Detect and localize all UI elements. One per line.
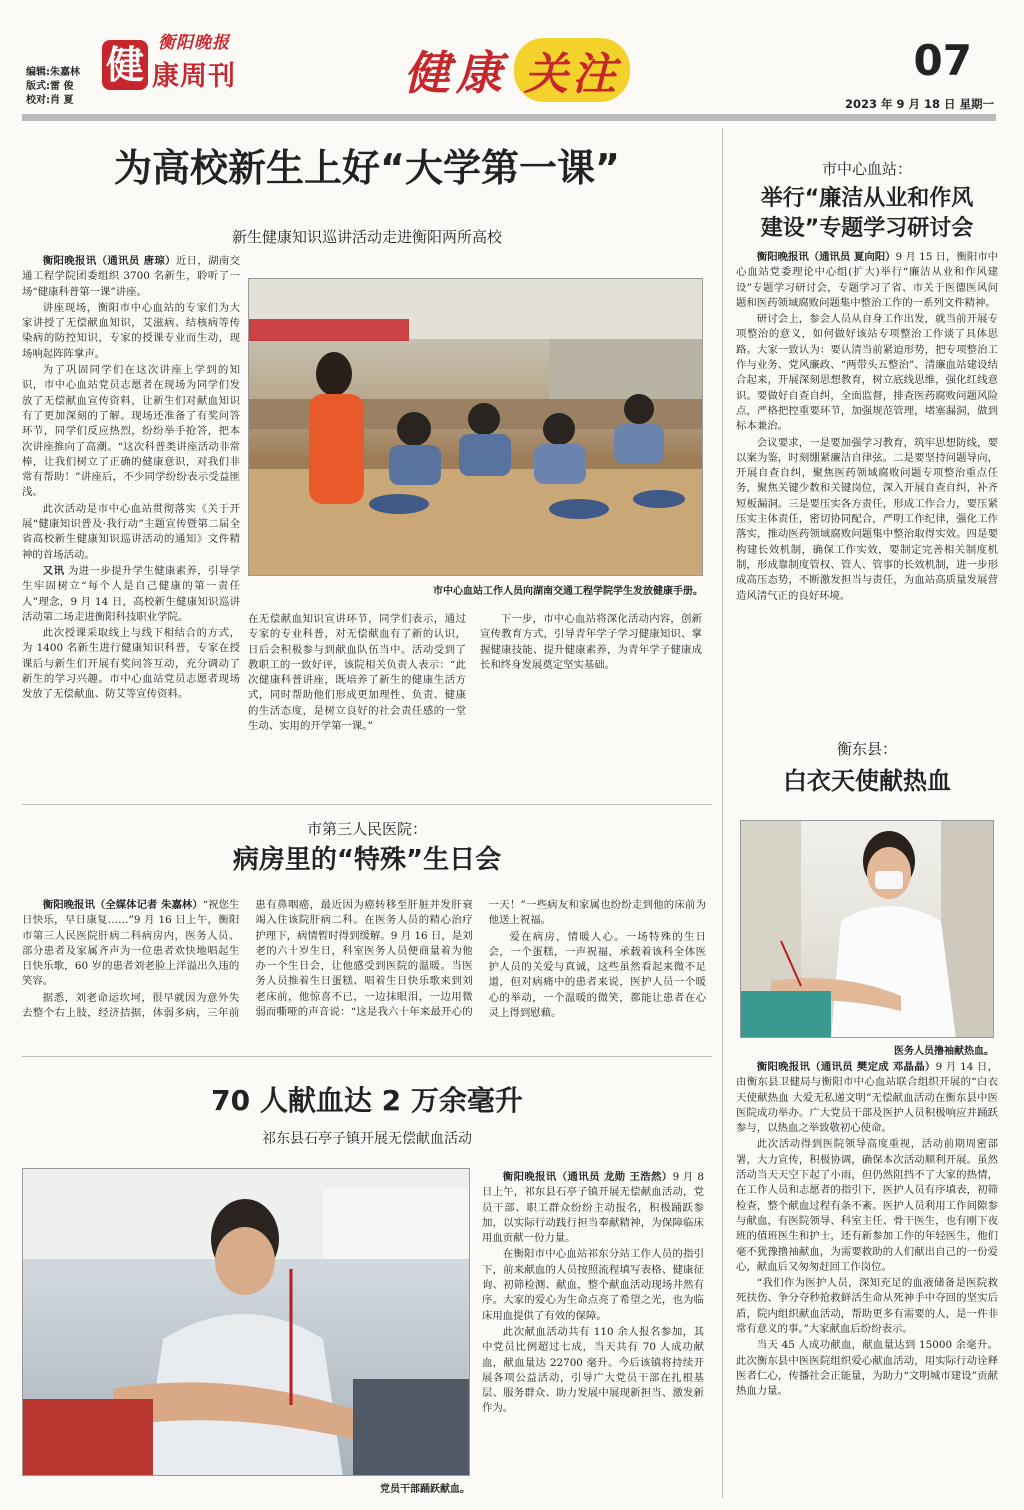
nurse-donation-photo-art [741, 821, 994, 1038]
paragraph: 9 月 14 日，由衡东县卫健局与衡阳市中心血站联合组织开展的“白衣天使献热血 大爱无私递文明”无偿献血活动在衡东县中医医院成功举办。广大党员干部及医护人员积极响应并踊跃参与，以热血之举致敬初心使命。 [736, 1061, 998, 1135]
article4-headline-line2: 建设”专题学习研讨会 [760, 216, 974, 241]
section-title-main: 健康 [404, 46, 508, 100]
byline: 衡阳晚报讯（全媒体记者 朱嘉林） [42, 899, 203, 911]
paragraph: 9 月 15 日，衡阳市中心血站党委理论中心组(扩大)举行“廉洁从业和作风建设”专题学习研讨会，专题学习了省、市关于医德医风问题和医药领域腐败问题集中整治工作的一系列文件精神。 [736, 251, 998, 309]
article4-body [736, 250, 998, 605]
masthead-rule [22, 114, 996, 121]
article1-col2 [248, 612, 466, 798]
byline: 衡阳晚报讯（通讯员 龙勋 王浩然） [502, 1171, 673, 1183]
editors-block [26, 66, 80, 108]
paragraph: “我们作为医护人员，深知充足的血液储备是医院救死扶伤、争分夺秒抢救鲜活生命从死神手中夺回的坚实后盾，院内组织献血活动，帮助更多有需要的人，是一件非常有意义的事。”大家献血后纷纷表示。 [736, 1277, 998, 1336]
byline: 衡阳晚报讯（通讯员 唐琼） [42, 255, 176, 267]
article2-headline-a: 病房里的“特殊” [232, 845, 424, 875]
paragraph: 9 月 8 日上午，祁东县石亭子镇开展无偿献血活动，党员干部、职工群众纷纷主动报名，积极踊跃参加，以实际行动践行担当奉献精神，为保障临床用血贡献一份力量。 [482, 1171, 705, 1245]
section-divider [22, 804, 712, 805]
section-title [404, 38, 630, 102]
article2-kicker: 市第三人民医院： [306, 820, 427, 838]
article1-photo-caption: 市中心血站工作人员向湖南交通工程学院学生发放健康手册。 [433, 586, 703, 597]
paragraph: 在衡阳市中心血站祁东分站工作人员的指引下，前来献血的人员按照流程填写表格、健康征询、初筛检测、献血，整个献血活动现场井然有序。大家的爱心为生命点亮了希望之光，也为临床用血提供了有效的保障。 [482, 1248, 704, 1322]
supplement-rest: 康周刊 [152, 61, 236, 92]
article2-headline [22, 842, 712, 878]
paragraph: 爱在病房，情暖人心。一场特殊的生日会，一个蛋糕，一声祝福，承载着该科全体医护人员的关爱与真诚，这些虽然看起来微不足道，但对病痛中的患者来说，医护人员一个暖心的举动，一个温暖的微笑，都能让患者在心灵上得到慰藉。 [488, 930, 706, 1020]
paragraph: 会议要求，一是要加强学习教育，筑牢思想防线，要以案为鉴，时刻绷紧廉洁自律弦。二是要坚持问题导向，开展自查自纠，聚焦医药领域腐败问题专项整治重点任务，聚焦关键少数和关键岗位，深入开展自查自纠，补齐短板漏洞。三是要压实各方责任，形成工作合力，要压紧压实主体责任，密切协同配合，严明工作纪律，强化工作落实，推动医药领域腐败问题集中整治取得实效。四是要构建长效机制，确保工作实效，要制定完善相关制度机制，形成靠制度管权、管人、管事的长效机制，进一步形成高压态势，不断激发担当与责任，为血站高质量发展营造风清气正的良好环境。 [736, 436, 998, 602]
article3-headline: 70 人献血达 2 万余毫升 [211, 1084, 523, 1117]
paragraph: 为了巩固同学们在这次讲座上学到的知识，市中心血站党员志愿者在现场为同学们发放了无偿献血宣传资料，让新生们对献血知识有了更加深刻的了解。现场还准备了有奖问答环节，同学们反应热烈，纷纷举手抢答，把本次讲座推向了高潮。“这次科普类讲座活动非常棒，让我们树立了正确的健康意识，对我们非常有帮助！”讲座后，不少同学纷纷表示受益匪浅。 [22, 364, 240, 499]
layout-line: 版式:雷 俊 [26, 81, 74, 92]
paragraph: 此次活动是市中心血站贯彻落实《关于开展“健康知识普及·我行动”主题宣传暨第二届全省高校新生健康知识巡讲活动的通知》文件精神的首场活动。 [22, 502, 240, 561]
supplement-first-char: 健 [102, 40, 148, 90]
nurse-donation-photo [740, 820, 994, 1038]
article2-body [22, 898, 706, 1050]
article5-headline: 白衣天使献热血 [783, 767, 951, 795]
blood-donation-photo-art [23, 1169, 470, 1476]
article2-headline-b: 生日会 [423, 845, 502, 875]
article1-headline: 为高校新生上好“大学第一课” [114, 146, 620, 190]
paragraph: 此次活动得到医院领导高度重视，活动前期周密部署，大力宣传，积极协调，确保本次活动顺利开展。虽然活动当天天空下起了小雨，但仍然阻挡不了大家的热情，在工作人员和志愿者的指引下，医护人员有序填表，初筛检查，整个献血过程有条不紊。医护人员利用工作间隙参与献血，有医院领导、科室主任、骨干医生，也有刚下夜班的值班医生和护士，还有新参加工作的年轻医生，他们毫不犹豫撸袖献血，为需要救助的人们献出自己的一份爱心，献血后又匆匆赶回工作岗位。 [736, 1138, 998, 1273]
paragraph: 此次授课采取线上与线下相结合的方式，为 1400 名新生进行健康知识科普，专家在授课后与新生们开展有奖问答互动，充分调动了新生的学习兴趣。市中心血站党员志愿者现场发放了无偿献血、防艾等宣传资料。 [22, 627, 240, 701]
issue-date: 2023 年 9 月 18 日 星期一 [844, 97, 994, 111]
byline: 又讯 [42, 564, 65, 577]
blood-donation-photo [22, 1168, 470, 1476]
paragraph: 据悉，刘老命运坎坷，很早就因为意外失去整个右上肢，经济拮据，体弱多病，三年前患有鼻咽癌，最近因为癌转移至肝脏并发肝衰竭入住该院肝病二科。在医务人员的精心治疗护理下，病情暂时得到缓解。9 月 16 日，是刘老的六十岁生日，科室医务人员便商量着为他办一个生日会，让他感受到医院的温暖。当医务人员推着生日蛋糕、唱着生日快乐歌来到刘老床前，他惊喜不已，一边抹眼泪，一边用微弱而嘶哑的声音说：“这是我六十年来最开心的一天！”一些病友和家属也纷纷走到他的床前为他送上祝福。 [22, 899, 706, 1020]
article4-kicker: 市中心血站： [821, 160, 912, 178]
byline: 衡阳晚报讯（通讯员 夏向阳） [756, 251, 896, 263]
article4-headline-line1: 举行“廉洁从业和作风 [760, 186, 974, 211]
article3-subhead: 祁东县石亭子镇开展无偿献血活动 [262, 1131, 472, 1147]
paragraph: 近日，湖南交通工程学院团委组织 3700 名新生，聆听了一场“健康科普第一课”讲座。 [22, 255, 241, 298]
article5-photo-caption: 医务人员撸袖献热血。 [894, 1046, 994, 1057]
paragraph: “祝您生日快乐，早日康复……”9 月 16 日上午，衡阳市第三人民医院肝病二科病房内，医务人员、部分患者及家属齐声为一位患者欢快地唱起生日快乐歌，60 岁的患者刘老脸上洋溢出久违的笑容。 [22, 899, 240, 988]
byline: 衡阳晚报讯（通讯员 樊定成 邓晶晶） [756, 1061, 936, 1073]
page-number: 07 [913, 36, 972, 85]
column-divider [722, 128, 723, 1498]
paragraph: 为进一步提升学生健康素养，引导学生牢固树立“每个人是自己健康的第一责任人”理念，9 月 14 日，高校新生健康知识巡讲活动第二场走进衡阳科技职业学院。 [22, 564, 240, 623]
article3-photo-caption: 党员干部踊跃献血。 [380, 1484, 470, 1495]
paragraph: 研讨会上，参会人员从自身工作出发，就当前开展专项整治的意义，如何做好该站专项整治工作谈了具体思路。大家一致认为：要认清当前紧迫形势，把专项整治工作与业务、党风廉政、“两带头五整治”、清廉血站建设结合起来，开展深刻思想教育，树立底线思维，强化红线意识。要做好自查自纠，全面监督，排查医药腐败问题风险点，严格把控重要环节，加强规范管理，堵塞漏洞，做到标本兼治。 [736, 313, 998, 433]
article5-kicker: 衡东县： [836, 740, 897, 758]
section-title-highlight: 关注 [514, 38, 630, 102]
paragraph: 在无偿献血知识宣讲环节，同学们表示，通过专家的专业科普，对无偿献血有了新的认识，日后会积极参与到献血队伍当中。活动受到了教职工的一致好评，该院相关负责人表示：“此次健康科普讲座，既培养了新生的健康生活方式，同时帮助他们形成更加理性、负责、健康的生活态度，是树立良好的社会责任感的一堂生动、实用的开学第一课。” [248, 613, 466, 733]
proof-line: 校对:肖 夏 [26, 95, 74, 106]
supplement-logo [100, 26, 272, 114]
article1-subhead: 新生健康知识巡讲活动走进衡阳两所高校 [231, 228, 502, 246]
paper-name: 衡阳晚报 [158, 33, 230, 53]
article3-body [482, 1170, 704, 1418]
section-divider [22, 1056, 712, 1057]
article1-col1 [22, 254, 240, 704]
paragraph: 下一步，市中心血站将深化活动内容，创新宣传教育方式，引导青年学子学习健康知识、掌握健康技能、提升健康素养，为青年学子健康成长和终身发展奠定坚实基础。 [480, 613, 702, 671]
editor-line: 编辑:朱嘉林 [26, 67, 80, 78]
article5-body [736, 1060, 998, 1401]
lecture-photo [248, 278, 703, 576]
article4-headline [736, 184, 998, 244]
paragraph: 讲座现场，衡阳市中心血站的专家们为大家讲授了无偿献血知识，艾滋病、结核病等传染病的防控知识，专家的授课专业而生动，现场响起阵阵掌声。 [22, 301, 240, 360]
lecture-photo-art [249, 279, 703, 576]
article1-col3 [480, 612, 702, 674]
paragraph: 当天 45 人成功献血，献血量达到 15000 余毫升。此次衡东县中医医院组织爱心献血活动，用实际行动诠释医者仁心，传播社会正能量，为助力“文明城市建设”贡献热血力量。 [736, 1339, 998, 1398]
paragraph: 此次献血活动共有 110 余人报名参加，其中党员比例超过七成，当天共有 70 人成功献血，献血量达 22700 毫升。今后该镇将持续开展各项公益活动，引导广大党员干部在扎根基层、服务群众、助力发展中展现新担当、激发新作为。 [482, 1325, 704, 1415]
